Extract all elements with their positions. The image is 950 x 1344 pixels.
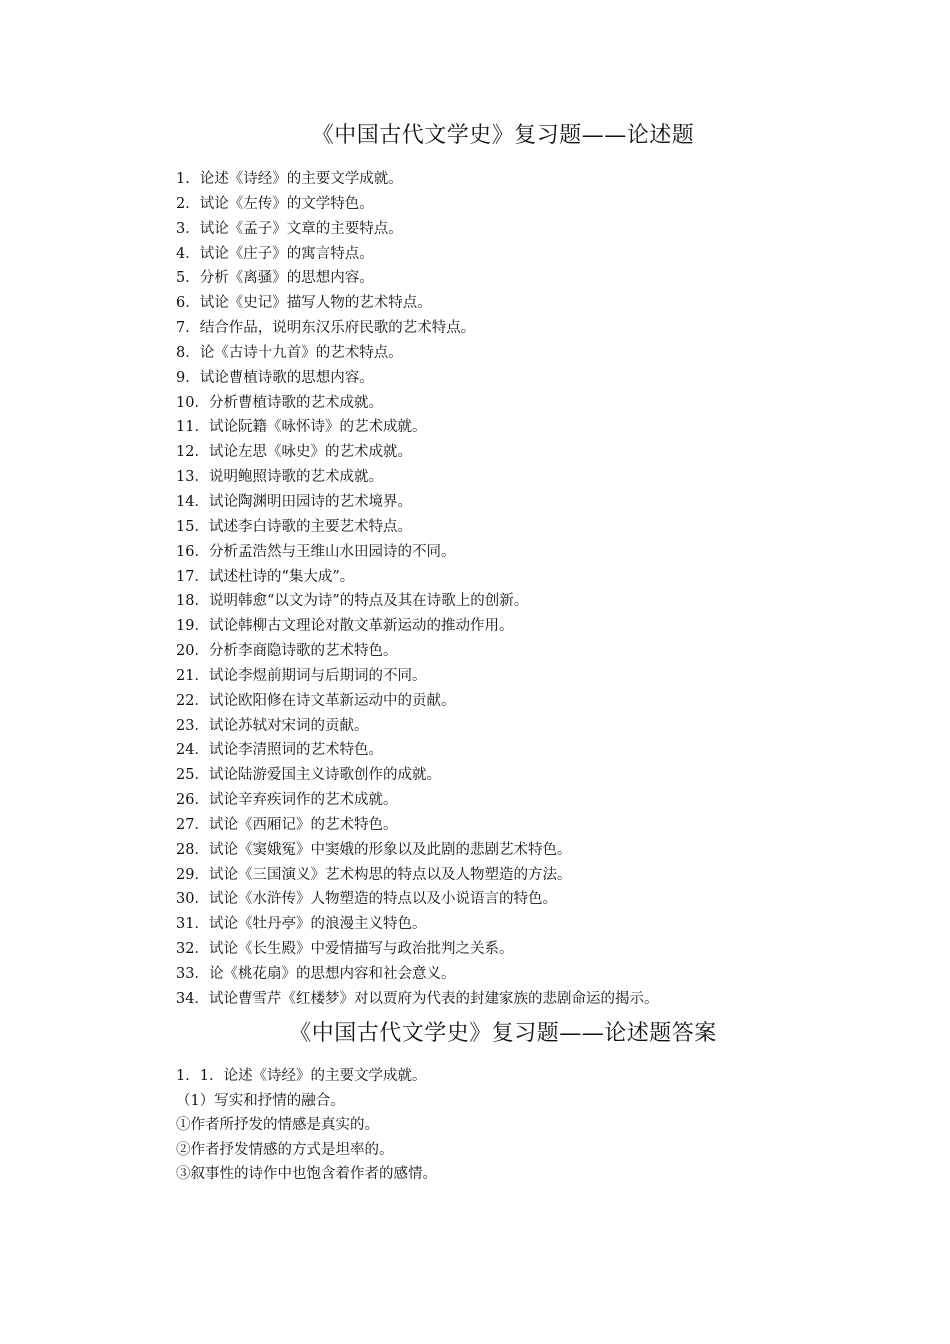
question-item: 30．试论《水浒传》人物塑造的特点以及小说语言的特色。 <box>176 891 557 908</box>
question-item: 13．说明鲍照诗歌的艺术成就。 <box>176 469 383 486</box>
question-item: 28．试论《窦娥冤》中窦娥的形象以及此剧的悲剧艺术特色。 <box>176 841 572 858</box>
question-item: 8．论《古诗十九首》的艺术特点。 <box>176 344 403 361</box>
question-item: 14．试论陶渊明田园诗的艺术境界。 <box>176 493 412 510</box>
question-item: 19．试论韩柳古文理论对散文革新运动的推动作用。 <box>176 618 514 635</box>
question-item: 27．试论《西厢记》的艺术特色。 <box>176 816 398 833</box>
question-item: 21．试论李煜前期词与后期词的不同。 <box>176 667 427 684</box>
page-title: 《中国古代文学史》复习题——论述题 <box>311 123 695 148</box>
question-item: 31．试论《牡丹亭》的浪漫主义特色。 <box>176 916 427 933</box>
question-item: 1．论述《诗经》的主要文学成就。 <box>176 171 403 187</box>
question-item: 7．结合作品，说明东汉乐府民歌的艺术特点。 <box>176 320 476 337</box>
question-item: 25．试论陆游爱国主义诗歌创作的成就。 <box>176 767 441 784</box>
answer-line: ③叙事性的诗作中也饱含着作者的感情。 <box>176 1166 437 1182</box>
answer-line: ①作者所抒发的情感是真实的。 <box>176 1117 379 1133</box>
answer-title: 《中国古代文学史》复习题——论述题答案 <box>289 1021 717 1046</box>
question-item: 9．试论曹植诗歌的思想内容。 <box>176 369 374 386</box>
answer-line: ②作者抒发情感的方式是坦率的。 <box>176 1141 394 1158</box>
question-item: 23．试论苏轼对宋词的贡献。 <box>176 717 369 734</box>
question-item: 18．说明韩愈“以文为诗”的特点及其在诗歌上的创新。 <box>176 593 529 610</box>
question-item: 16．分析孟浩然与王维山水田园诗的不同。 <box>176 543 456 560</box>
question-list <box>176 167 658 1012</box>
question-item: 29．试论《三国演义》艺术构思的特点以及人物塑造的方法。 <box>176 866 572 883</box>
question-item: 3．试论《孟子》文章的主要特点。 <box>176 220 403 237</box>
question-item: 32．试论《长生殿》中爱情描写与政治批判之关系。 <box>176 941 514 958</box>
question-item: 2．试论《左传》的文学特色。 <box>176 195 374 212</box>
answer-list <box>176 1064 437 1187</box>
question-item: 4．试论《庄子》的寓言特点。 <box>176 245 374 262</box>
question-item: 24．试论李清照词的艺术特色。 <box>176 742 383 759</box>
question-item: 10．分析曹植诗歌的艺术成就。 <box>176 394 383 411</box>
question-item: 33．论《桃花扇》的思想内容和社会意义。 <box>176 966 456 982</box>
question-item: 34．试论曹雪芹《红楼梦》对以贾府为代表的封建家族的悲剧命运的揭示。 <box>176 990 659 1007</box>
question-item: 20．分析李商隐诗歌的艺术特色。 <box>176 643 398 660</box>
question-item: 12．试论左思《咏史》的艺术成就。 <box>176 444 412 461</box>
question-item: 17．试述杜诗的“集大成”。 <box>176 568 355 585</box>
question-item: 5．分析《离骚》的思想内容。 <box>176 270 374 287</box>
question-item: 15．试述李白诗歌的主要艺术特点。 <box>176 518 412 535</box>
answer-line: 1．1．论述《诗经》的主要文学成就。 <box>176 1068 427 1084</box>
answer-line: （1）写实和抒情的融合。 <box>176 1092 345 1109</box>
question-item: 6．试论《史记》描写人物的艺术特点。 <box>176 295 432 312</box>
question-item: 22．试论欧阳修在诗文革新运动中的贡献。 <box>176 692 456 709</box>
question-item: 26．试论辛弃疾词作的艺术成就。 <box>176 792 398 809</box>
question-item: 11．试论阮籍《咏怀诗》的艺术成就。 <box>176 419 427 436</box>
